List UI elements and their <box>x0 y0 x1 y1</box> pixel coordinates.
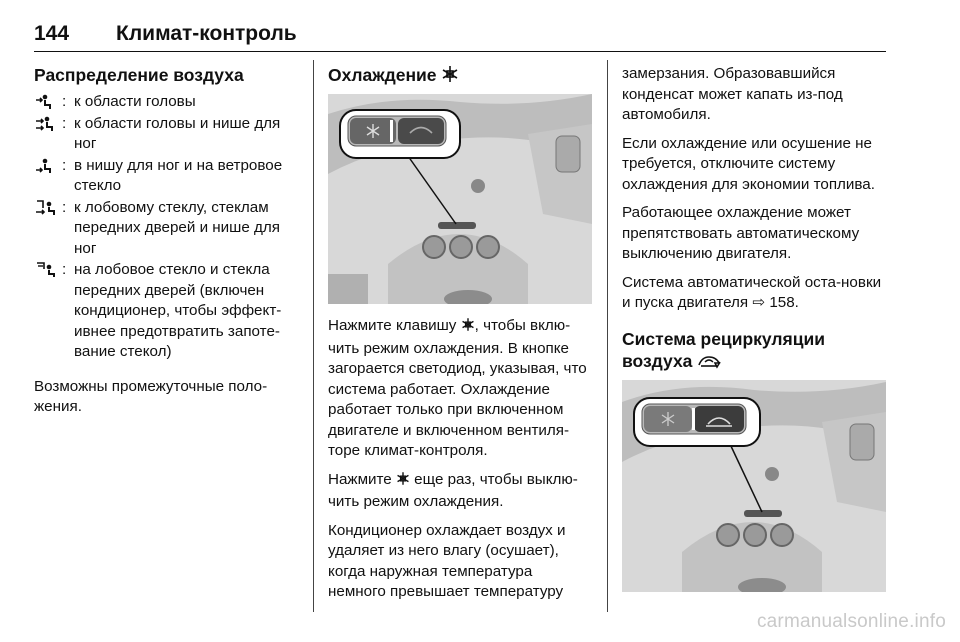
page-reference-link[interactable]: ⇨ 158. <box>752 294 799 311</box>
section-heading-cooling: Охлаждение <box>328 64 592 88</box>
list-item: : к области головы и нише для ног <box>34 114 298 155</box>
air-head-feet-icon <box>34 114 62 134</box>
list-item: : на лобовое стекло и стекла передних дверей (включен кондиционер, чтобы эффект-ивнее предотвратить запоте-вание стекол) <box>34 260 298 363</box>
paragraph: Нажмите клавишу , чтобы вклю-чить режим охлаждения. В кнопке загорается светодиод, указывая, что система работает. Охлаждение работает только при включенном двигателе и включенном вентиля-торе климат-контроля. <box>328 317 587 459</box>
snowflake-icon <box>461 317 475 339</box>
list-item: : к области головы <box>34 92 298 113</box>
paragraph: Если охлаждение или осушение не требуется, отключите систему охлаждения для экономии топлива. <box>622 134 875 193</box>
list-item: : к лобовому стеклу, стеклам передних дверей и нише для ног <box>34 198 298 260</box>
paragraph: Возможны промежуточные поло-жения. <box>34 377 268 415</box>
snowflake-icon <box>441 65 459 88</box>
climate-control-photo-recirculation-button <box>622 380 886 592</box>
air-windscreen-windows-feet-icon <box>34 198 62 218</box>
paragraph: Нажмите еще раз, чтобы выклю-чить режим охлаждения. <box>328 470 578 510</box>
paragraph: Работающее охлаждение может препятствовать автоматическому выключению двигателя. <box>622 204 860 262</box>
air-head-icon <box>34 92 62 112</box>
chapter-title: Климат-контроль <box>116 22 297 45</box>
page-header <box>34 22 886 52</box>
snowflake-icon <box>396 471 410 493</box>
recirculation-icon <box>697 352 721 374</box>
climate-control-photo-ac-button <box>328 94 592 304</box>
column-air-distribution <box>34 64 298 426</box>
list-item: : в нишу для ног и на ветровое стекло <box>34 156 298 197</box>
air-distribution-list <box>34 92 298 363</box>
column-divider <box>313 60 314 612</box>
paragraph: замерзания. Образовавшийся конденсат может капать из-под автомобиля. <box>622 65 843 123</box>
section-heading-air-distribution: Распределение воздуха <box>34 65 244 85</box>
watermark: carmanualsonline.info <box>756 611 946 632</box>
paragraph: Кондиционер охлаждает воздух и удаляет из него влагу (осушает), когда наружная температура немного превышает температуру <box>328 521 566 600</box>
column-recirculation <box>622 64 888 592</box>
column-divider <box>607 60 608 612</box>
section-heading-recirculation: Система рециркуляции воздуха <box>622 328 888 374</box>
air-feet-windscreen-icon <box>34 156 62 176</box>
page-number: 144 <box>34 22 70 45</box>
paragraph: Система автоматической оста-новки и пуска двигателя ⇨ 158. <box>622 273 882 311</box>
air-windscreen-windows-icon <box>34 260 62 280</box>
column-cooling <box>328 64 592 611</box>
